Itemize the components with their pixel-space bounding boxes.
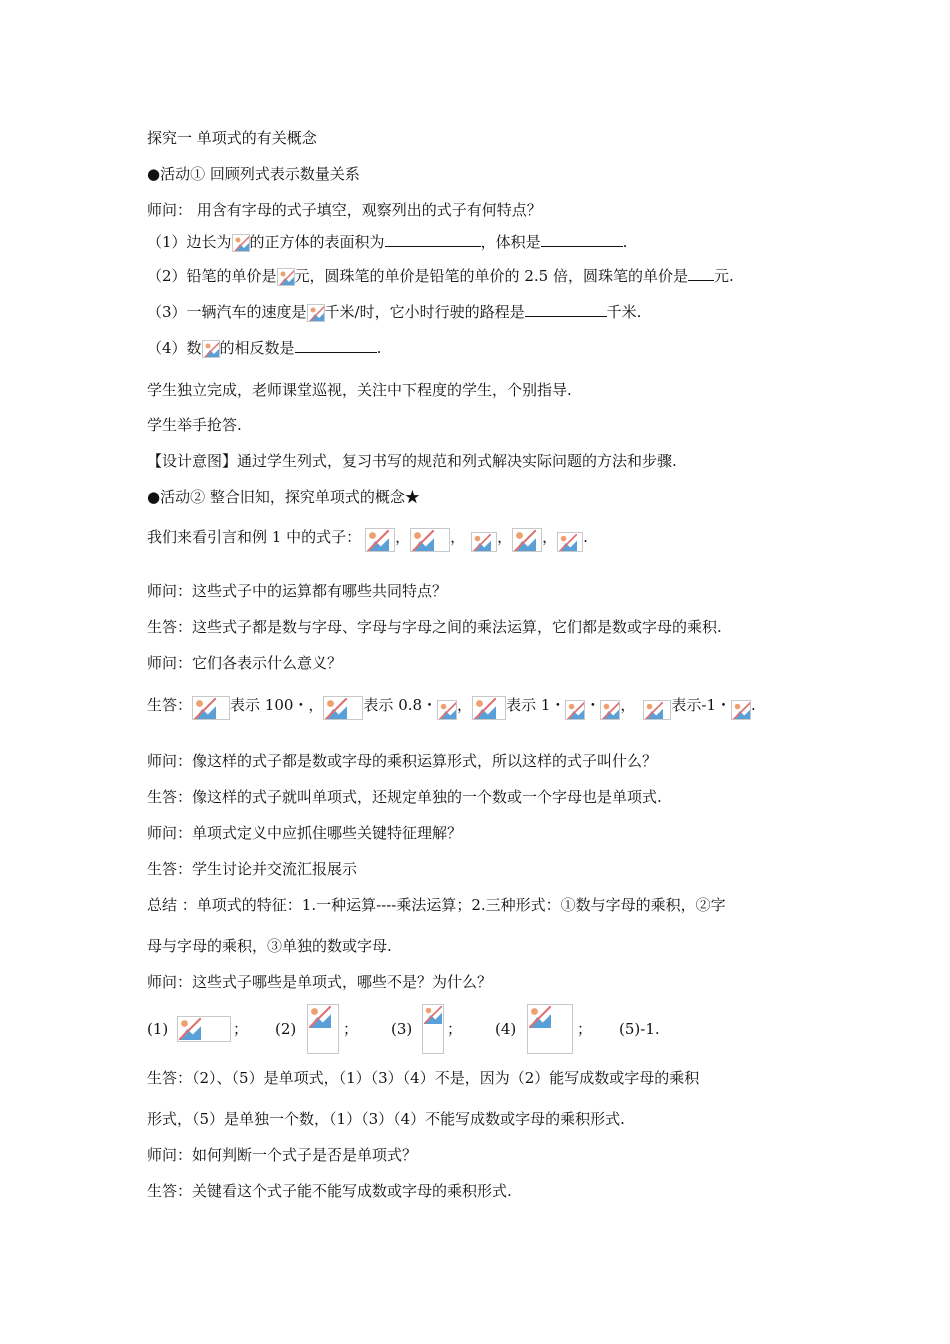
teacher-question: 师问：它们各表示什么意义？ bbox=[147, 654, 343, 672]
student-answer: 生答：像这样的式子就叫单项式，还规定单独的一个数或一个字母也是单项式. bbox=[147, 788, 662, 806]
student-answer-meanings: 生答： 表示 100・， 表示 0.8・ ， 表示 1・ ・ ， 表示-1・ . bbox=[147, 690, 756, 720]
paragraph: 学生举手抢答. bbox=[147, 416, 242, 434]
image-placeholder-icon bbox=[277, 268, 295, 286]
section-title: 探究一 单项式的有关概念 bbox=[147, 129, 317, 147]
image-placeholder-icon bbox=[600, 700, 620, 720]
summary-continued: 母与字母的乘积，③单独的数或字母. bbox=[147, 937, 392, 955]
teacher-question: 师问：单项式定义中应抓住哪些关键特征理解？ bbox=[147, 824, 463, 842]
design-intent: 【设计意图】通过学生列式，复习书写的规范和列式解决实际问题的方法和步骤. bbox=[147, 452, 677, 470]
image-placeholder-icon bbox=[232, 234, 250, 252]
image-placeholder-icon bbox=[365, 528, 395, 552]
answer-blank bbox=[541, 232, 623, 247]
answer-blank bbox=[295, 338, 377, 353]
exercise-2: （2）铅笔的单价是 元，圆珠笔的单价是铅笔的单价的 2.5 倍，圆珠笔的单价是 元. bbox=[147, 267, 734, 285]
image-placeholder-icon bbox=[307, 1004, 339, 1054]
student-answer: 生答：这些式子都是数与字母、字母与字母之间的乘法运算，它们都是数或字母的乘积. bbox=[147, 618, 722, 636]
image-placeholder-icon bbox=[202, 340, 220, 358]
answer-blank bbox=[688, 266, 714, 281]
image-placeholder-icon bbox=[323, 696, 363, 720]
image-placeholder-icon bbox=[307, 304, 325, 322]
summary: 总结 ：单项式的特征：1.一种运算----乘法运算；2.三种形式：①数与字母的乘积，②字 bbox=[147, 896, 726, 914]
paragraph: 学生独立完成，老师课堂巡视，关注中下程度的学生，个别指导. bbox=[147, 381, 572, 399]
answer-blank bbox=[385, 232, 481, 247]
student-answer: 生答：关键看这个式子能不能写成数或字母的乘积形式. bbox=[147, 1182, 512, 1200]
activity-1-heading: ●活动① 回顾列式表示数量关系 bbox=[147, 165, 360, 183]
image-placeholder-icon bbox=[643, 700, 671, 720]
activity-2-heading: ●活动② 整合旧知，探究单项式的概念★ bbox=[147, 488, 420, 506]
image-placeholder-icon bbox=[471, 532, 497, 552]
student-answer: 生答：（2）、（5）是单项式，（1）（3）（4）不是，因为（2）能写成数或字母的乘积 bbox=[147, 1069, 700, 1087]
image-placeholder-icon bbox=[422, 1004, 444, 1054]
expressions-line: 我们来看引言和例 1 中的式子： ， ， ， ， . bbox=[147, 522, 588, 552]
exercise-3: （3）一辆汽车的速度是 千米/时，它小时行驶的路程是 千米. bbox=[147, 303, 642, 321]
teacher-question: 师问：这些式子哪些是单项式，哪些不是？为什么？ bbox=[147, 973, 493, 991]
image-placeholder-icon bbox=[177, 1016, 231, 1042]
teacher-question: 师问：如何判断一个式子是否是单项式？ bbox=[147, 1146, 418, 1164]
teacher-question: 师问：这些式子中的运算都有哪些共同特点？ bbox=[147, 582, 448, 600]
answer-blank bbox=[525, 302, 607, 317]
image-placeholder-icon bbox=[527, 1004, 573, 1054]
exercise-1: （1）边长为 的正方体的表面积为 ，体积是 . bbox=[147, 233, 628, 251]
student-answer-continued: 形式，（5）是单独一个数，（1）（3）（4）不能写成数或字母的乘积形式. bbox=[147, 1110, 625, 1128]
image-placeholder-icon bbox=[565, 700, 585, 720]
image-placeholder-icon bbox=[192, 696, 230, 720]
image-placeholder-icon bbox=[472, 696, 506, 720]
image-placeholder-icon bbox=[731, 700, 751, 720]
exercise-4: （4）数 的相反数是 . bbox=[147, 339, 382, 357]
student-answer: 生答：学生讨论并交流汇报展示 bbox=[147, 860, 358, 878]
image-placeholder-icon bbox=[410, 528, 450, 552]
teacher-question: 师问：像这样的式子都是数或字母的乘积运算形式，所以这样的式子叫什么？ bbox=[147, 752, 658, 770]
image-placeholder-icon bbox=[557, 532, 583, 552]
image-placeholder-icon bbox=[437, 700, 457, 720]
image-placeholder-icon bbox=[512, 528, 542, 552]
teacher-question: 师问： 用含有字母的式子填空，观察列出的式子有何特点？ bbox=[147, 201, 542, 219]
